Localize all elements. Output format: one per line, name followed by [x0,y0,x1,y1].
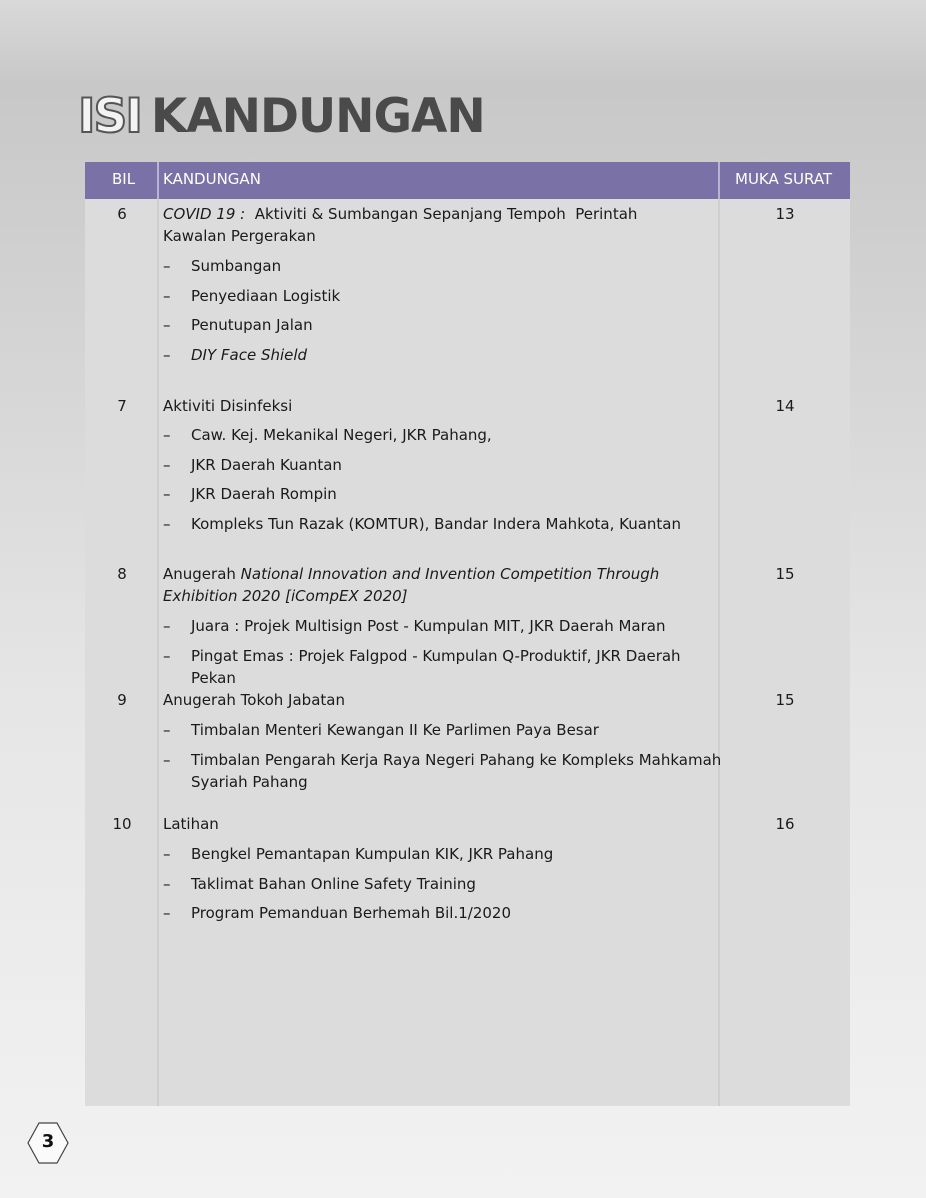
dash-mark: – [163,345,171,364]
table-header [85,162,850,199]
row-title: Anugerah Tokoh Jabatan [163,691,345,709]
row-title-rest: Aktiviti & Sumbangan Sepanjang Tempoh Perintah Kawalan Pergerakan [163,205,643,245]
list-item [163,424,723,446]
list-item-text: Caw. Kej. Mekanikal Negeri, JKR Pahang, [191,426,492,444]
dash-mark: – [163,286,171,305]
dash-mark: – [163,750,171,769]
dash-mark: – [163,617,171,635]
list-item [163,719,723,741]
list-item [163,285,723,307]
row-title-plain: Anugerah [163,565,241,583]
top-band [0,0,926,78]
list-item-text: Sumbangan [191,257,282,275]
page-title [78,89,485,144]
column-divider [157,199,159,1106]
sub-list [163,719,723,800]
dash-mark: – [163,721,171,739]
header-divider [718,162,720,199]
row-bil: 7 [117,397,127,415]
list-item [163,902,723,924]
dash-mark: – [163,646,171,665]
list-item [163,483,723,505]
sub-list [163,843,723,932]
list-item [163,873,723,895]
row-page: 16 [775,815,795,833]
row-bil: 10 [112,815,132,833]
dash-mark: – [163,257,171,275]
list-item-text: Kompleks Tun Razak (KOMTUR), Bandar Indera Mahkota, Kuantan [191,514,682,533]
row-page: 15 [775,565,795,583]
list-item [163,454,723,476]
row-title: Latihan [163,815,219,833]
header-bil: BIL [112,170,136,188]
list-item-text: Penutupan Jalan [191,316,313,334]
list-item-text: Juara : Projek Multisign Post - Kumpulan MIT, JKR Daerah Maran [191,617,666,635]
list-item-text: Timbalan Menteri Kewangan II Ke Parlimen Paya Besar [191,721,599,739]
list-item-text: Pingat Emas : Projek Falgpod - Kumpulan Q-Produktif, JKR Daerah Pekan [191,646,681,687]
list-item-text: Bengkel Pemantapan Kumpulan KIK, JKR Pahang [191,845,554,863]
row-bil: 8 [117,565,127,583]
list-item-text: Program Pemanduan Berhemah Bil.1/2020 [191,904,512,922]
page-number-badge [26,1121,70,1165]
list-item-text: DIY Face Shield [191,345,308,364]
row-title [163,203,703,247]
dash-mark: – [163,455,171,474]
row-page: 14 [775,397,795,415]
list-item [163,749,723,793]
dash-mark: – [163,426,171,444]
contents-table [85,162,850,1106]
dash-mark: – [163,316,171,334]
list-item [163,615,723,637]
dash-mark: – [163,485,171,503]
title-solid-text: KANDUNGAN [150,89,485,144]
row-page: 13 [775,205,795,223]
row-title: Aktiviti Disinfeksi [163,397,293,415]
list-item [163,255,723,277]
list-item [163,344,723,366]
list-item-text: JKR Daerah Rompin [191,485,337,503]
dash-mark: – [163,845,171,863]
list-item [163,314,723,336]
row-title-italic: COVID 19 : [163,205,246,223]
list-item-text: Penyediaan Logistik [191,286,341,305]
header-divider [157,162,159,199]
sub-list [163,255,723,373]
list-item-text: Timbalan Pengarah Kerja Raya Negeri Pahang ke Kompleks Mahkamah Syariah Pahang [191,750,722,791]
row-title [163,563,703,607]
sub-list [163,424,723,542]
title-outline-text: ISI [78,89,141,144]
list-item-text: JKR Daerah Kuantan [191,455,342,474]
header-muka-surat: MUKA SURAT [735,170,833,188]
page-number: 3 [41,1131,55,1152]
row-page: 15 [775,691,795,709]
list-item [163,645,723,689]
list-item [163,843,723,865]
dash-mark: – [163,874,171,893]
row-title-italic: National Innovation and Invention Competition Through Exhibition 2020 [iCompEX 2020] [163,565,660,605]
dash-mark: – [163,904,171,922]
list-item-text: Taklimat Bahan Online Safety Training [191,874,476,893]
dash-mark: – [163,514,171,533]
row-bil: 6 [117,205,127,223]
list-item [163,513,723,535]
row-bil: 9 [117,691,127,709]
sub-list [163,615,723,696]
header-kandungan: KANDUNGAN [163,170,261,188]
